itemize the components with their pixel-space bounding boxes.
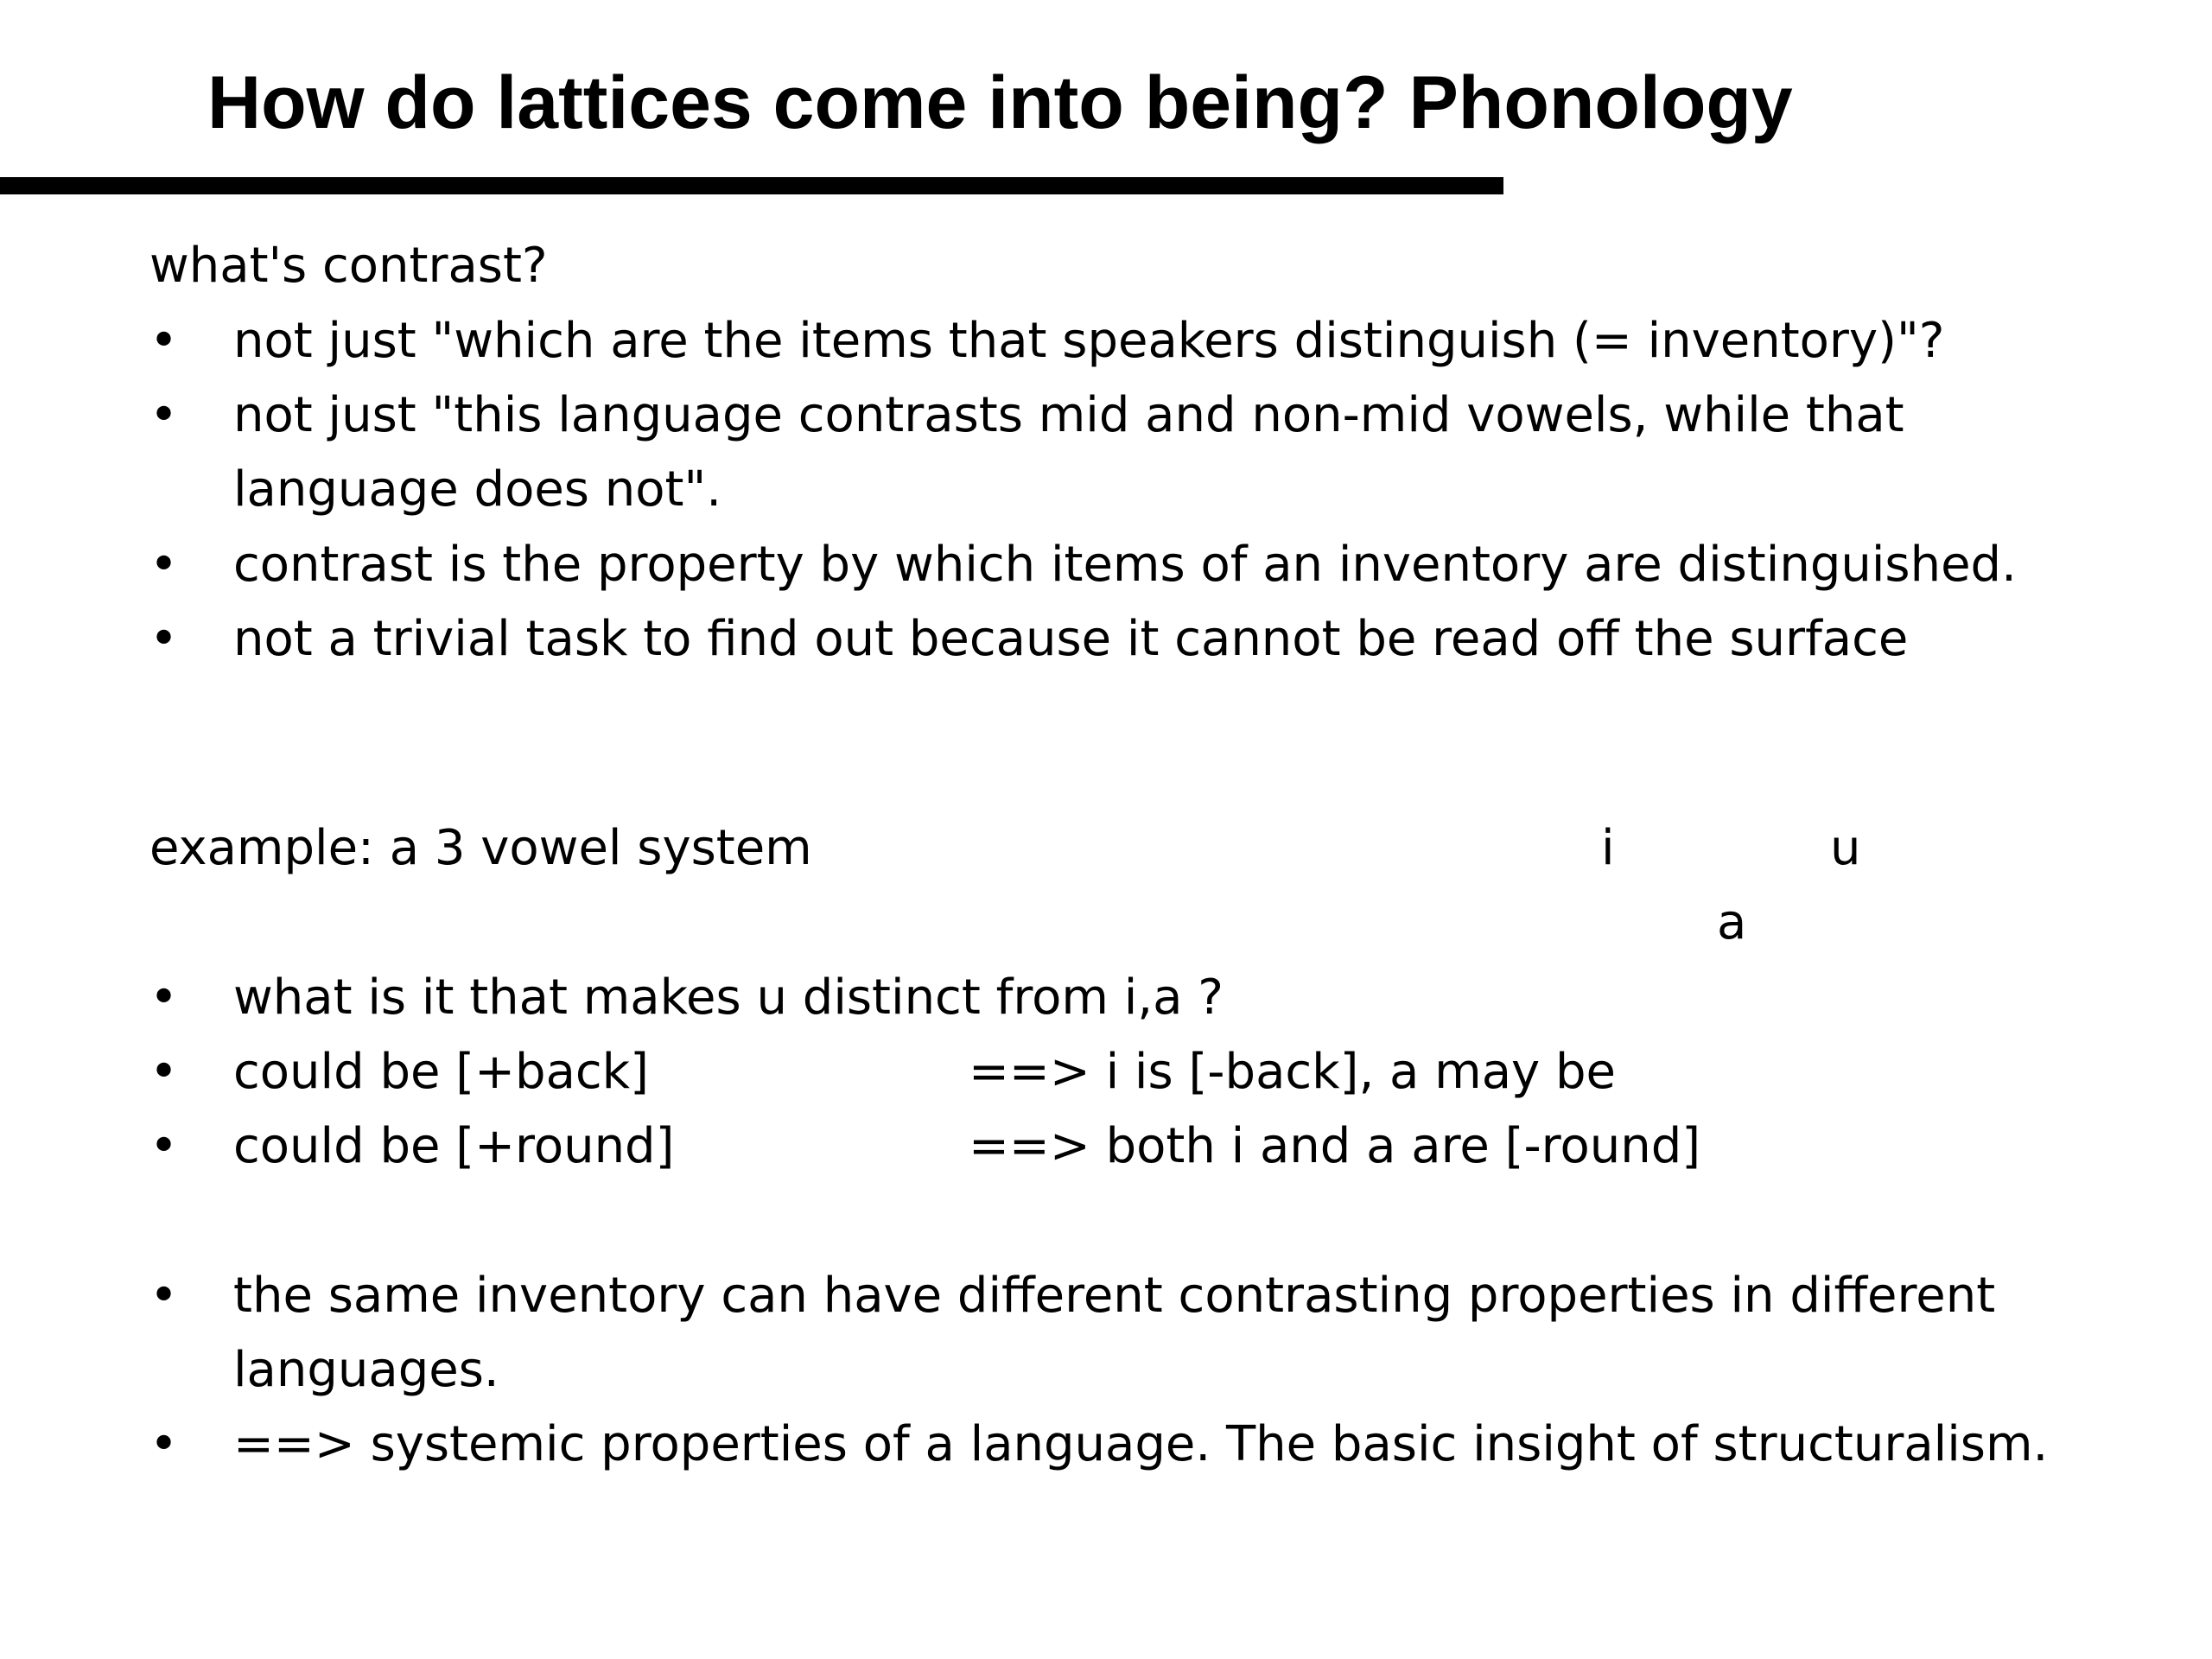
bullet-text-line-2: languages.: [233, 1342, 499, 1398]
bullet-marker: •: [149, 1268, 179, 1324]
bullet-marker: •: [149, 313, 179, 369]
bullet-text: ==> systemic properties of a language. The basic insight of structuralism.: [233, 1416, 2049, 1472]
bullet-text: not just "which are the items that speakers distinguish (= inventory)"?: [233, 313, 1945, 369]
feature-consequence: ==> both i and a are [-round]: [969, 1118, 1701, 1174]
bullet-text: what is it that makes u distinct from i,a ?: [233, 969, 1224, 1026]
slide-title: How do lattices come into being? Phonology: [207, 61, 1793, 144]
bullet-text-line-2: language does not".: [233, 461, 722, 518]
bullet-marker: •: [149, 537, 179, 593]
bullet-text-line-1: the same inventory can have different contrasting properties in different: [233, 1268, 1996, 1324]
bullet-marker: •: [149, 1044, 179, 1100]
bullet-text: not a trivial task to find out because it cannot be read off the surface: [233, 611, 1909, 667]
bullet-marker: •: [149, 1416, 179, 1472]
bullet-text-line-1: not just "this language contrasts mid and non-mid vowels, while that: [233, 387, 1904, 443]
title-divider: [0, 177, 1503, 194]
feature-hypothesis: could be [+round]: [233, 1118, 675, 1174]
contrast-heading: what's contrast?: [149, 238, 548, 294]
feature-consequence: ==> i is [-back], a may be: [969, 1044, 1616, 1100]
bullet-marker: •: [149, 969, 179, 1026]
vowel-a: a: [1717, 894, 1747, 950]
feature-hypothesis: could be [+back]: [233, 1044, 649, 1100]
bullet-marker: •: [149, 387, 179, 443]
example-heading: example: a 3 vowel system: [149, 820, 812, 876]
vowel-u: u: [1830, 820, 1861, 876]
bullet-marker: •: [149, 1118, 179, 1174]
vowel-i: i: [1601, 820, 1615, 876]
bullet-marker: •: [149, 611, 179, 667]
bullet-text: contrast is the property by which items of an inventory are distinguished.: [233, 537, 2017, 593]
